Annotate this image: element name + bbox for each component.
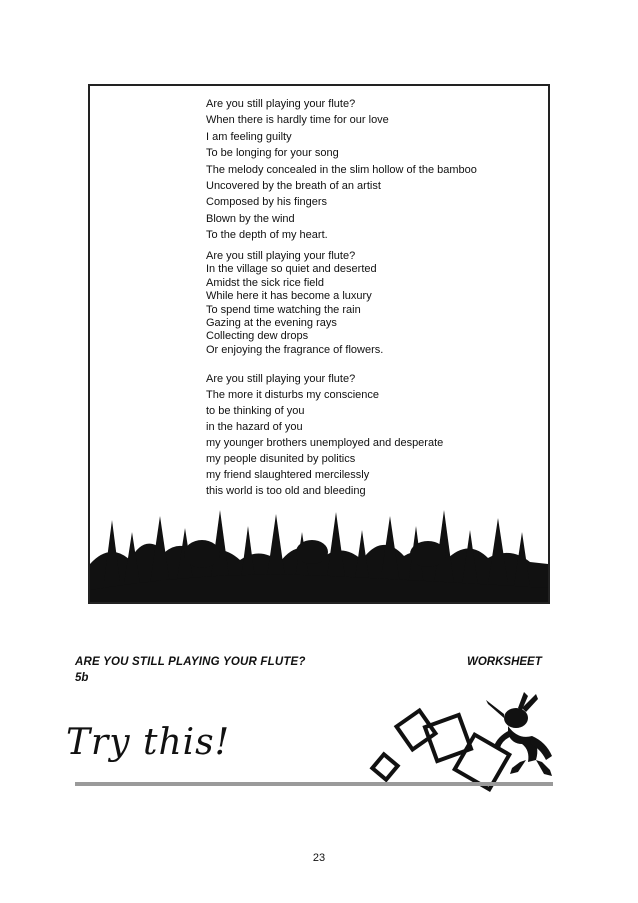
- poem-line: Gazing at the evening rays: [206, 317, 337, 330]
- forest-silhouette-icon: [90, 502, 548, 602]
- try-this-heading: Try this!: [66, 722, 231, 763]
- section-divider: [75, 782, 553, 786]
- poem-line: Amidst the sick rice field: [206, 276, 324, 289]
- poem-line: Are you still playing your flute?: [206, 98, 356, 110]
- poem-line: Or enjoying the fragrance of flowers.: [206, 343, 384, 356]
- poem-line: my friend slaughtered mercilessly: [206, 469, 370, 481]
- poem-line: The melody concealed in the slim hollow of the bamboo: [206, 163, 477, 176]
- poem-stanza-3: [206, 371, 526, 499]
- page-number: 23: [312, 852, 326, 864]
- poem-line: my people disunited by politics: [206, 453, 356, 465]
- poem-frame: [88, 84, 550, 604]
- worksheet-number: 5b: [75, 672, 89, 684]
- poem-line: Blown by the wind: [206, 212, 295, 225]
- poem-line: In the village so quiet and deserted: [206, 263, 377, 276]
- poem-line: Are you still playing your flute?: [206, 373, 356, 385]
- worksheet-label: WORKSHEET: [467, 656, 542, 668]
- poem-stanza-1: [206, 96, 526, 244]
- poem-line: in the hazard of you: [206, 421, 303, 433]
- poem-line: Composed by his fingers: [206, 196, 328, 209]
- poem-line: When there is hardly time for our love: [206, 114, 389, 127]
- poem-line: Collecting dew drops: [206, 330, 309, 343]
- poem-line: Are you still playing your flute?: [206, 250, 356, 262]
- poem-line: To the depth of my heart.: [206, 229, 328, 242]
- poem-line: To spend time watching the rain: [206, 303, 361, 316]
- poem-line: While here it has become a luxury: [206, 290, 372, 303]
- poem-line: To be longing for your song: [206, 147, 339, 160]
- poem-line: my younger brothers unemployed and desperate: [206, 437, 444, 449]
- poem-line: to be thinking of you: [206, 405, 305, 417]
- poem-stanza-2: [206, 250, 526, 357]
- worksheet-title: ARE YOU STILL PLAYING YOUR FLUTE?: [75, 656, 306, 668]
- poem-line: this world is too old and bleeding: [206, 485, 366, 497]
- poem-line: Uncovered by the breath of an artist: [206, 180, 381, 193]
- poem-line: I am feeling guilty: [206, 130, 292, 143]
- poem-line: The more it disturbs my conscience: [206, 389, 380, 401]
